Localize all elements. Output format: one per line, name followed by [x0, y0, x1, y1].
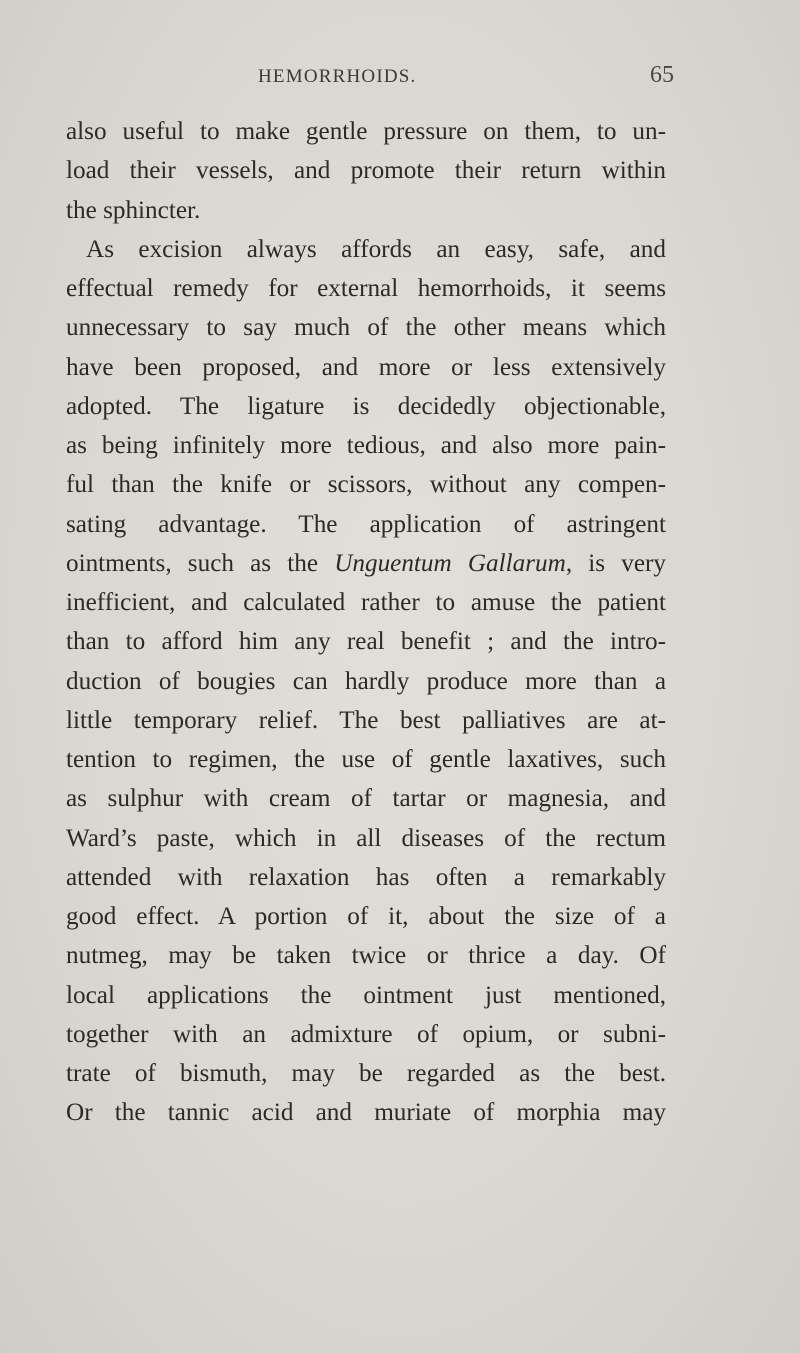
text-line: As excision always affords an easy, safe, and	[86, 235, 666, 263]
text-line: load their vessels, and promote their return within	[66, 157, 666, 185]
text-line: ful than the knife or scissors, without any compen-	[66, 471, 666, 499]
text-line: as being infinitely more tedious, and also more pain-	[66, 432, 666, 459]
text-line: Ward’s paste, which in all diseases of the rectum	[66, 824, 666, 852]
page-number: 65	[650, 62, 674, 88]
text-line: effectual remedy for external hemorrhoids, it seems	[66, 275, 666, 302]
running-head: HEMORRHOIDS.	[258, 66, 417, 87]
text-line: sating advantage. The application of astringent	[66, 510, 666, 538]
text-line: local applications the ointment just mentioned,	[66, 981, 666, 1009]
text-line: tention to regimen, the use of gentle laxatives, such	[66, 746, 666, 773]
text-line: the sphincter.	[66, 196, 201, 224]
text-line: than to afford him any real benefit ; and the intro-	[66, 628, 666, 656]
text-segment: ointments, such as the	[66, 549, 335, 577]
italic-term: Unguentum Gallarum	[334, 549, 566, 577]
text-line: inefficient, and calculated rather to amuse the patient	[66, 589, 666, 616]
body-text	[66, 112, 666, 1133]
text-line: unnecessary to say much of the other means which	[66, 314, 666, 342]
text-line: duction of bougies can hardly produce more than a	[66, 667, 666, 695]
text-line: good effect. A portion of it, about the size of a	[66, 903, 666, 930]
text-line: adopted. The ligature is decidedly objectionable,	[66, 392, 666, 420]
text-line: nutmeg, may be taken twice or thrice a day. Of	[66, 942, 666, 970]
text-line: as sulphur with cream of tartar or magnesia, and	[66, 785, 666, 813]
text-segment: , is very	[565, 549, 666, 577]
page-header	[0, 62, 800, 94]
text-line-with-italic	[66, 544, 666, 583]
text-line: attended with relaxation has often a remarkably	[66, 863, 666, 891]
text-line: little temporary relief. The best palliatives are at-	[66, 706, 666, 734]
text-line: together with an admixture of opium, or subni-	[66, 1020, 666, 1048]
text-line: also useful to make gentle pressure on them, to un-	[66, 118, 666, 145]
text-line: trate of bismuth, may be regarded as the best.	[66, 1060, 666, 1087]
text-line: have been proposed, and more or less extensively	[66, 353, 666, 381]
text-line: Or the tannic acid and muriate of morphia may	[66, 1099, 666, 1127]
